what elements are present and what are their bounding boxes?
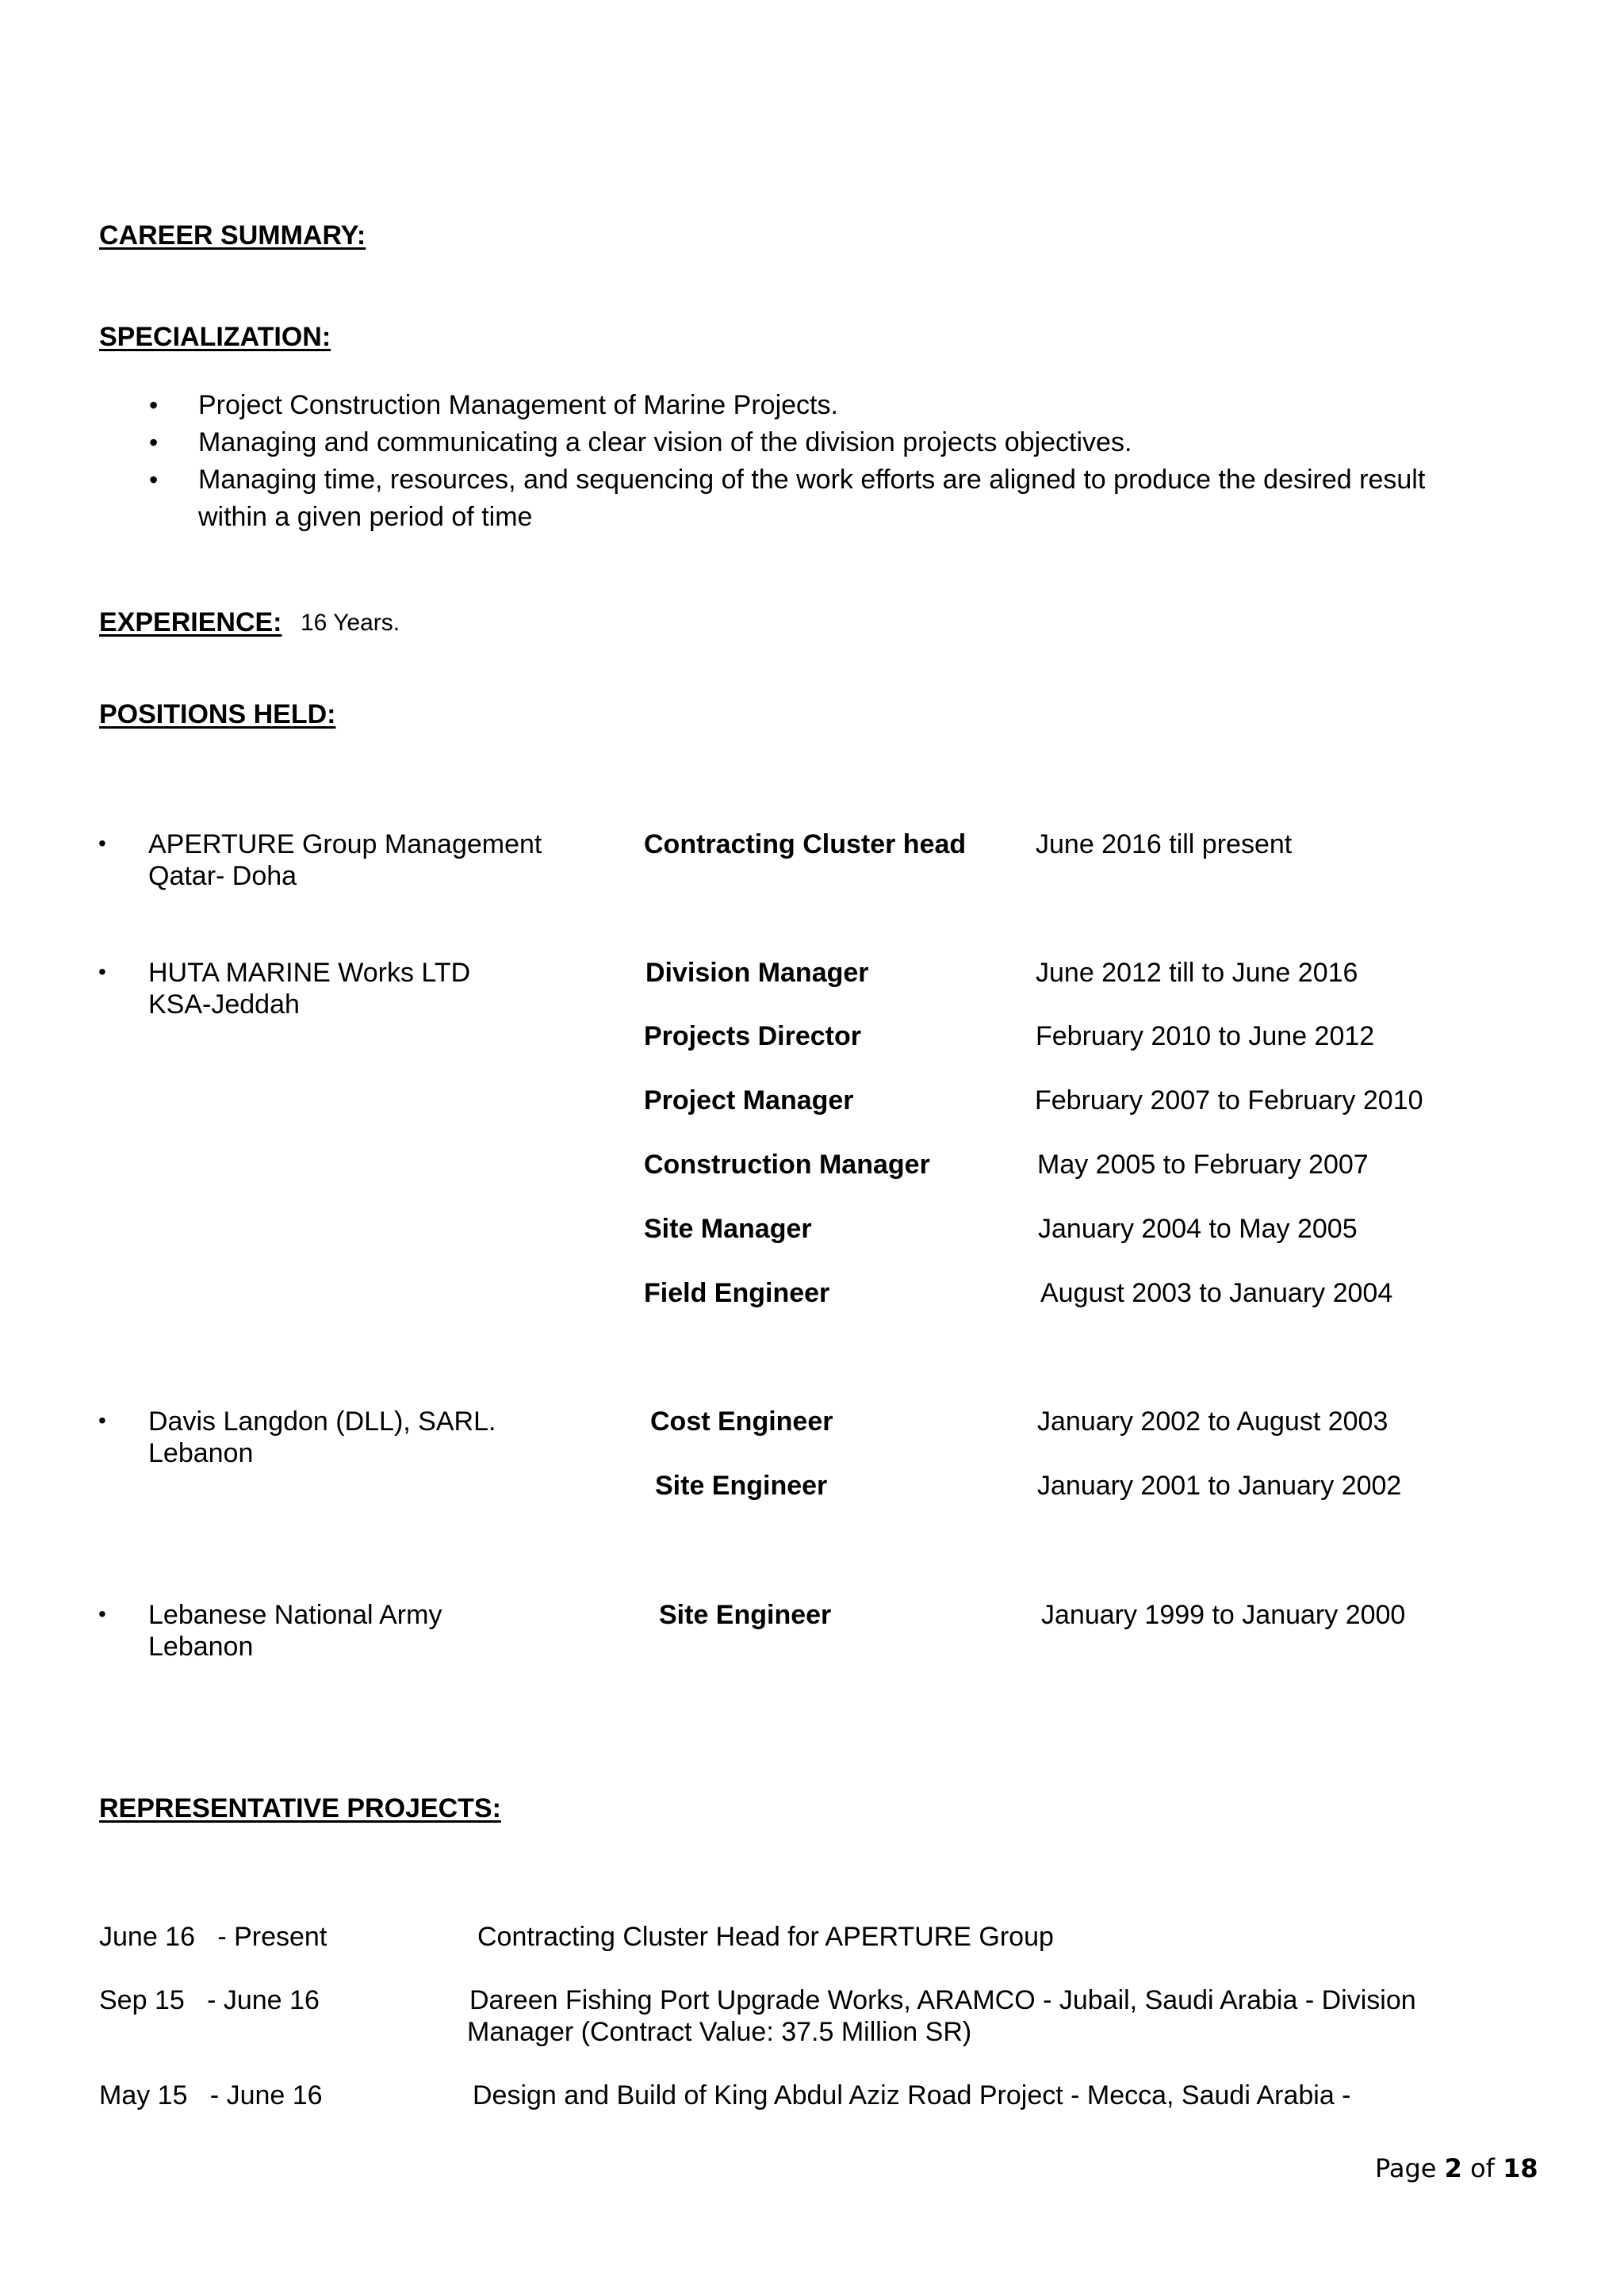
project-dates: May 15 - June 16: [99, 2080, 323, 2110]
position-org-name: Lebanese National Army: [148, 1600, 442, 1630]
list-item: • Project Construction Management of Marine Projects.: [143, 387, 1491, 424]
bullet-icon: •: [98, 959, 106, 984]
project-dates: June 16 - Present: [99, 1922, 327, 1952]
position-org-location: Lebanon: [148, 1438, 254, 1468]
project-description: Design and Build of King Abdul Aziz Road Project - Mecca, Saudi Arabia -: [473, 2080, 1351, 2110]
position-role-period: January 1999 to January 2000: [1041, 1600, 1406, 1630]
position-org-name: APERTURE Group Management: [148, 829, 542, 859]
list-item: • Managing time, resources, and sequencing of the work efforts are aligned to produce the desired result within a given period of time: [143, 461, 1483, 536]
position-role-period: June 2016 till present: [1036, 829, 1293, 859]
position-role-title: Site Engineer: [659, 1600, 832, 1630]
page-label: Page: [1375, 2153, 1437, 2183]
representative-projects-heading: REPRESENTATIVE PROJECTS:: [99, 1793, 501, 1823]
experience-value: 16 Years.: [301, 610, 400, 636]
project-description: Contracting Cluster Head for APERTURE Group: [477, 1922, 1054, 1952]
position-role-title: Project Manager: [644, 1085, 854, 1115]
position-role-period: February 2010 to June 2012: [1036, 1021, 1375, 1051]
position-role-title: Cost Engineer: [650, 1406, 833, 1437]
position-role-title: Projects Director: [644, 1021, 861, 1051]
positions-held-heading: POSITIONS HELD:: [99, 699, 336, 729]
position-org-location: Qatar- Doha: [148, 861, 297, 891]
position-org-location: KSA-Jeddah: [148, 989, 300, 1020]
position-role-period: January 2001 to January 2002: [1037, 1471, 1402, 1501]
bullet-icon: •: [98, 1601, 106, 1626]
specialization-list: [143, 387, 1491, 536]
position-org-location: Lebanon: [148, 1632, 254, 1662]
position-role-period: January 2004 to May 2005: [1038, 1214, 1358, 1244]
position-role-title: Site Manager: [644, 1214, 812, 1244]
position-role-title: Site Engineer: [655, 1471, 828, 1501]
page-number-footer: [1375, 2153, 1538, 2183]
position-role-title: Field Engineer: [644, 1278, 830, 1308]
project-description-continued: Manager (Contract Value: 37.5 Million SR): [467, 2017, 972, 2047]
project-description: Dareen Fishing Port Upgrade Works, ARAMCO - Jubail, Saudi Arabia - Division: [469, 1985, 1416, 2015]
bullet-icon: •: [98, 831, 106, 855]
position-role-period: February 2007 to February 2010: [1035, 1085, 1423, 1115]
bullet-icon: •: [98, 1408, 106, 1433]
career-summary-heading: CAREER SUMMARY:: [99, 220, 366, 251]
list-item: • Managing and communicating a clear vision of the division projects objectives.: [143, 424, 1491, 461]
position-role-period: January 2002 to August 2003: [1037, 1406, 1388, 1437]
position-role-title: Construction Manager: [644, 1150, 930, 1180]
total-pages-number: 18: [1503, 2153, 1538, 2183]
position-role-period: May 2005 to February 2007: [1037, 1150, 1369, 1180]
current-page-number: 2: [1444, 2153, 1462, 2183]
position-role-title: Contracting Cluster head: [644, 829, 967, 859]
position-role-period: June 2012 till to June 2016: [1036, 958, 1358, 988]
specialization-heading: SPECIALIZATION:: [99, 322, 331, 352]
of-label: of: [1470, 2153, 1495, 2183]
project-dates: Sep 15 - June 16: [99, 1985, 320, 2015]
position-role-title: Division Manager: [645, 958, 869, 988]
position-org-name: Davis Langdon (DLL), SARL.: [148, 1406, 496, 1437]
experience-heading: EXPERIENCE:: [99, 607, 282, 637]
position-role-period: August 2003 to January 2004: [1040, 1278, 1393, 1308]
position-org-name: HUTA MARINE Works LTD: [148, 958, 471, 988]
